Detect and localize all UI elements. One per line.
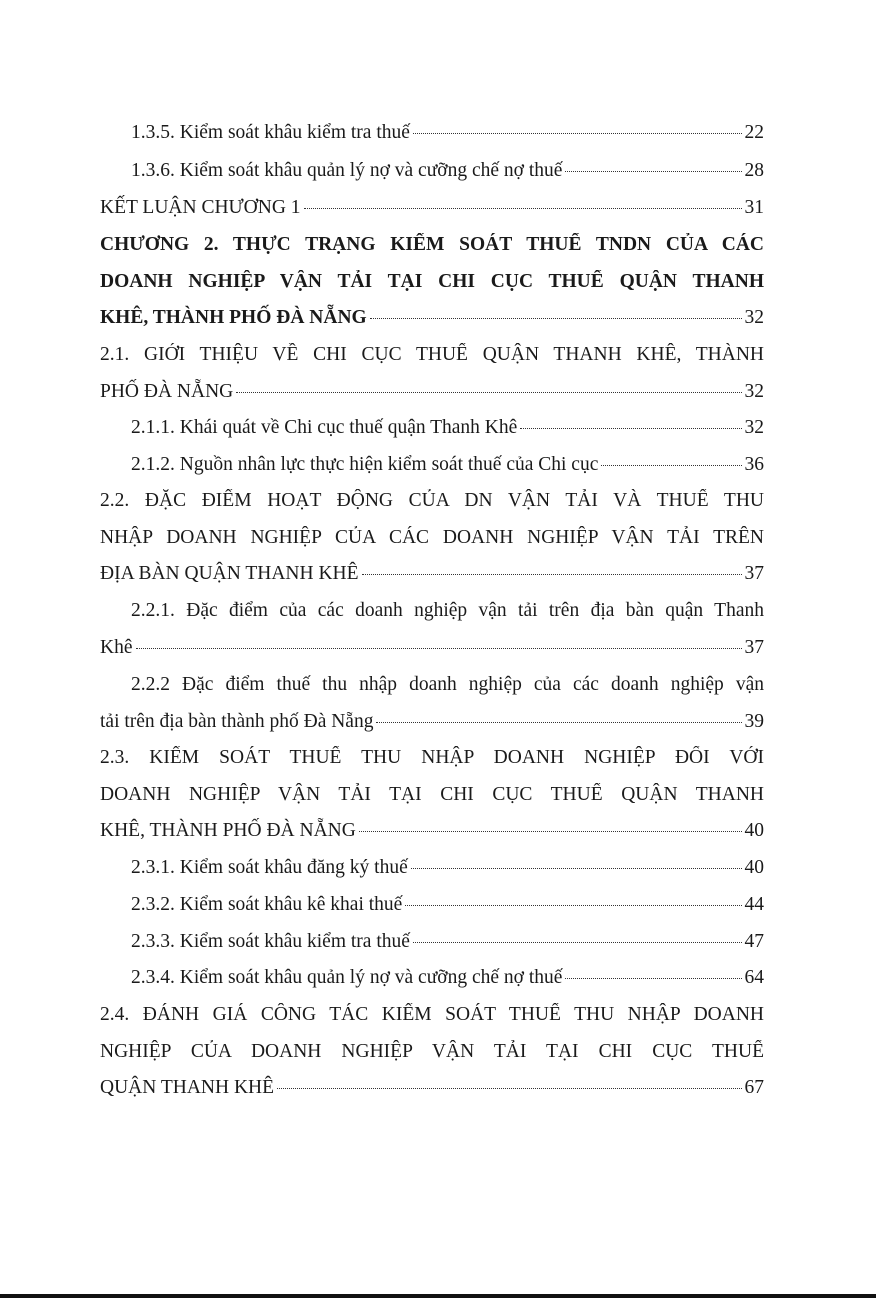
toc-entry-text: 2.3.2. Kiểm soát khâu kê khai thuế xyxy=(131,894,403,915)
toc-page-number: 32 xyxy=(744,417,764,438)
toc-line xyxy=(100,489,764,513)
toc-page-number: 37 xyxy=(744,636,764,658)
toc-line xyxy=(100,673,764,697)
toc-entry-text: 1.3.6. Kiểm soát khâu quản lý nợ và cưỡng chế nợ thuế xyxy=(131,160,563,181)
toc-page-number: 31 xyxy=(744,197,764,218)
toc-line xyxy=(131,856,764,880)
toc-page-number: 64 xyxy=(744,967,764,988)
dot-leader xyxy=(236,392,741,393)
toc-page-number: 47 xyxy=(744,931,764,952)
toc-line xyxy=(100,599,764,623)
toc-line xyxy=(100,1040,764,1064)
toc-line xyxy=(100,1003,764,1027)
toc-line xyxy=(131,966,764,990)
toc-entry-text: tải trên địa bàn thành phố Đà Nẵng xyxy=(100,710,374,732)
toc-line xyxy=(100,233,764,257)
toc-line xyxy=(100,746,764,770)
toc-page-number: 32 xyxy=(744,307,764,329)
toc-entry-text: KẾT LUẬN CHƯƠNG 1 xyxy=(100,197,301,218)
toc-page-number: 32 xyxy=(744,380,764,402)
dot-leader xyxy=(565,978,741,979)
toc-line xyxy=(131,893,764,917)
toc-line xyxy=(131,930,764,954)
dot-leader xyxy=(136,648,742,649)
toc-page-number: 36 xyxy=(744,454,764,475)
dot-leader xyxy=(359,831,742,832)
toc-entry-text: 2.3. KIỂM SOÁT THUẾ THU NHẬP DOANH NGHIỆP ĐỐI VỚI xyxy=(100,747,764,768)
dot-leader xyxy=(601,465,741,466)
toc-line xyxy=(100,196,764,220)
toc-entry-text: 2.1. GIỚI THIỆU VỀ CHI CỤC THUẾ QUẬN THANH KHÊ, THÀNH xyxy=(100,344,764,365)
toc-page-number: 40 xyxy=(744,820,764,842)
toc-line xyxy=(131,416,764,440)
toc-line xyxy=(100,636,764,660)
toc-line xyxy=(131,159,764,183)
toc-entry-text: 2.4. ĐÁNH GIÁ CÔNG TÁC KIỂM SOÁT THUẾ THU NHẬP DOANH xyxy=(100,1004,764,1025)
toc-entry-text: DOANH NGHIỆP VẬN TẢI TẠI CHI CỤC THUẾ QUẬN THANH xyxy=(100,270,764,292)
toc-page-number: 22 xyxy=(744,122,764,143)
toc-entry-text: 2.2.1. Đặc điểm của các doanh nghiệp vận tải trên địa bàn quận Thanh xyxy=(131,600,764,621)
toc-page-number: 40 xyxy=(744,857,764,878)
toc-entry-text: 2.2. ĐẶC ĐIỂM HOẠT ĐỘNG CỦA DN VẬN TẢI VÀ THUẾ THU xyxy=(100,490,764,511)
toc-line xyxy=(131,121,764,145)
toc-line xyxy=(100,380,764,404)
toc-entry-text: 2.3.4. Kiểm soát khâu quản lý nợ và cưỡng chế nợ thuế xyxy=(131,967,563,988)
toc-line xyxy=(100,306,764,330)
toc-line xyxy=(100,710,764,734)
dot-leader xyxy=(520,428,741,429)
toc-entry-text: NHẬP DOANH NGHIỆP CỦA CÁC DOANH NGHIỆP VẬN TẢI TRÊN xyxy=(100,526,764,548)
bottom-edge-rule xyxy=(0,1294,876,1298)
dot-leader xyxy=(376,722,741,723)
toc-entry-text: 2.3.1. Kiểm soát khâu đăng ký thuế xyxy=(131,857,408,878)
toc-entry-text: 2.2.2 Đặc điểm thuế thu nhập doanh nghiệp của các doanh nghiệp vận xyxy=(131,674,764,695)
toc-entry-text: PHỐ ĐÀ NẴNG xyxy=(100,380,234,402)
toc-line xyxy=(100,783,764,807)
toc-entry-text: Khê xyxy=(100,636,133,658)
toc-entry-text: KHÊ, THÀNH PHỐ ĐÀ NẴNG xyxy=(100,820,356,842)
toc-page-number: 44 xyxy=(744,894,764,915)
toc-line xyxy=(100,526,764,550)
toc-line xyxy=(100,819,764,843)
dot-leader xyxy=(304,208,742,209)
dot-leader xyxy=(362,574,742,575)
dot-leader xyxy=(411,868,742,869)
dot-leader xyxy=(405,905,741,906)
toc-line xyxy=(131,453,764,477)
dot-leader xyxy=(413,133,742,134)
toc-entry-text: QUẬN THANH KHÊ xyxy=(100,1077,275,1099)
toc-line xyxy=(100,562,764,586)
toc-line xyxy=(100,343,764,367)
toc-entry-text: 2.1.1. Khái quát về Chi cục thuế quận Thanh Khê xyxy=(131,417,518,438)
toc-entry-text: KHÊ, THÀNH PHỐ ĐÀ NẴNG xyxy=(100,307,367,329)
toc-page-number: 39 xyxy=(744,710,764,732)
toc-entry-text: 2.3.3. Kiểm soát khâu kiểm tra thuế xyxy=(131,931,410,952)
toc-entry-text: 1.3.5. Kiểm soát khâu kiểm tra thuế xyxy=(131,122,410,143)
dot-leader xyxy=(277,1088,741,1089)
toc-entry-text: CHƯƠNG 2. THỰC TRẠNG KIỂM SOÁT THUẾ TNDN CỦA CÁC xyxy=(100,234,764,255)
toc-page-number: 28 xyxy=(744,160,764,181)
toc-page-number: 67 xyxy=(744,1077,764,1099)
toc-entry-text: ĐỊA BÀN QUẬN THANH KHÊ xyxy=(100,563,359,585)
dot-leader xyxy=(370,318,742,319)
toc-entry-text: NGHIỆP CỦA DOANH NGHIỆP VẬN TẢI TẠI CHI CỤC THUẾ xyxy=(100,1040,764,1062)
toc-line xyxy=(100,1076,764,1100)
toc-page-number: 37 xyxy=(744,563,764,585)
toc-line xyxy=(100,270,764,294)
toc-entry-text: DOANH NGHIỆP VẬN TẢI TẠI CHI CỤC THUẾ QUẬN THANH xyxy=(100,783,764,805)
dot-leader xyxy=(413,942,742,943)
toc-entry-text: 2.1.2. Nguồn nhân lực thực hiện kiểm soát thuế của Chi cục xyxy=(131,454,599,475)
dot-leader xyxy=(565,171,741,172)
